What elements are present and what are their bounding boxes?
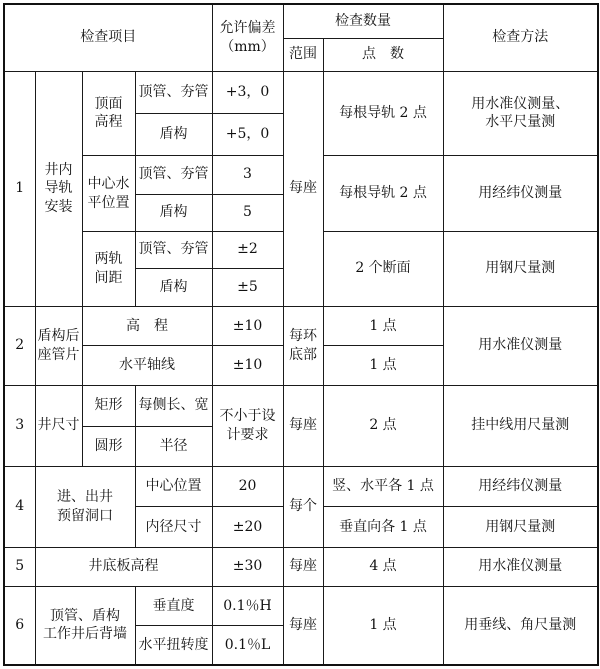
row-number: 2 xyxy=(4,307,35,385)
item-detail: 垂直度 xyxy=(135,586,212,625)
header-quantity: 检查数量 xyxy=(283,4,443,38)
item-subname: 顶面 高程 xyxy=(82,71,135,156)
tolerance-value: ±10 xyxy=(212,346,283,385)
tolerance-value: 20 xyxy=(212,467,283,507)
item-name: 盾构后 座管片 xyxy=(35,307,82,385)
item-detail: 顶管、夯管 xyxy=(135,156,212,194)
scope-value: 每座 xyxy=(283,71,323,306)
item-subname: 中心水 平位置 xyxy=(82,156,135,231)
item-detail: 半径 xyxy=(135,426,212,466)
row-number: 1 xyxy=(4,71,35,306)
tolerance-value: 不小于设 计要求 xyxy=(212,385,283,467)
item-subname: 两轨 间距 xyxy=(82,231,135,306)
item-detail: 高 程 xyxy=(82,307,212,346)
points-value: 每根导轨 2 点 xyxy=(323,156,443,231)
method-value: 用经纬仪测量 xyxy=(443,467,598,507)
item-name: 顶管、盾构 工作井后背墙 xyxy=(35,586,135,665)
item-detail: 盾构 xyxy=(135,268,212,306)
scope-value: 每个 xyxy=(283,467,323,548)
points-value: 垂直向各 1 点 xyxy=(323,507,443,547)
item-detail: 顶管、夯管 xyxy=(135,231,212,268)
row-number: 3 xyxy=(4,385,35,467)
tolerance-value: +3，0 xyxy=(212,71,283,113)
tolerance-value: 3 xyxy=(212,156,283,194)
method-value: 用钢尺量测 xyxy=(443,231,598,306)
item-detail: 每侧长、宽 xyxy=(135,385,212,426)
tolerance-value: 0.1％L xyxy=(212,626,283,665)
item-detail: 盾构 xyxy=(135,113,212,155)
item-subname: 矩形 xyxy=(82,385,135,426)
points-value: 竖、水平各 1 点 xyxy=(323,467,443,507)
header-points: 点 数 xyxy=(323,38,443,71)
header-item: 检查项目 xyxy=(4,4,212,71)
method-value: 用垂线、角尺量测 xyxy=(443,586,598,665)
item-detail: 内径尺寸 xyxy=(135,507,212,547)
scope-value: 每环 底部 xyxy=(283,307,323,385)
tolerance-value: ±5 xyxy=(212,268,283,306)
item-detail: 水平扭转度 xyxy=(135,626,212,665)
points-value: 每根导轨 2 点 xyxy=(323,71,443,156)
header-method: 检查方法 xyxy=(443,4,598,71)
tolerance-value: 0.1％H xyxy=(212,586,283,625)
points-value: 2 个断面 xyxy=(323,231,443,306)
item-name: 井尺寸 xyxy=(35,385,82,467)
scope-value: 每座 xyxy=(283,385,323,467)
item-detail: 顶管、夯管 xyxy=(135,71,212,113)
item-detail: 盾构 xyxy=(135,194,212,231)
method-value: 挂中线用尺量测 xyxy=(443,385,598,467)
item-name: 井底板高程 xyxy=(35,547,212,586)
inspection-table xyxy=(3,3,599,666)
row-number: 6 xyxy=(4,586,35,665)
method-value: 用经纬仪测量 xyxy=(443,156,598,231)
item-name: 进、出井 预留洞口 xyxy=(35,467,135,548)
method-value: 用水准仪测量 xyxy=(443,307,598,385)
item-name: 井内 导轨 安装 xyxy=(35,71,82,306)
tolerance-value: ±20 xyxy=(212,507,283,547)
points-value: 1 点 xyxy=(323,346,443,385)
row-number: 5 xyxy=(4,547,35,586)
points-value: 1 点 xyxy=(323,307,443,346)
tolerance-value: ±30 xyxy=(212,547,283,586)
method-value: 用水准仪测量 xyxy=(443,547,598,586)
header-tolerance: 允许偏差 （mm） xyxy=(212,4,283,71)
tolerance-value: 5 xyxy=(212,194,283,231)
item-detail: 中心位置 xyxy=(135,467,212,507)
row-number: 4 xyxy=(4,467,35,548)
item-subname: 圆形 xyxy=(82,426,135,466)
tolerance-value: ±2 xyxy=(212,231,283,268)
points-value: 2 点 xyxy=(323,385,443,467)
scope-value: 每座 xyxy=(283,547,323,586)
method-value: 用钢尺量测 xyxy=(443,507,598,547)
points-value: 1 点 xyxy=(323,586,443,665)
tolerance-value: ±10 xyxy=(212,307,283,346)
points-value: 4 点 xyxy=(323,547,443,586)
header-scope: 范围 xyxy=(283,38,323,71)
item-detail: 水平轴线 xyxy=(82,346,212,385)
method-value: 用水准仪测量、 水平尺量测 xyxy=(443,71,598,156)
scope-value: 每座 xyxy=(283,586,323,665)
tolerance-value: +5，0 xyxy=(212,113,283,155)
